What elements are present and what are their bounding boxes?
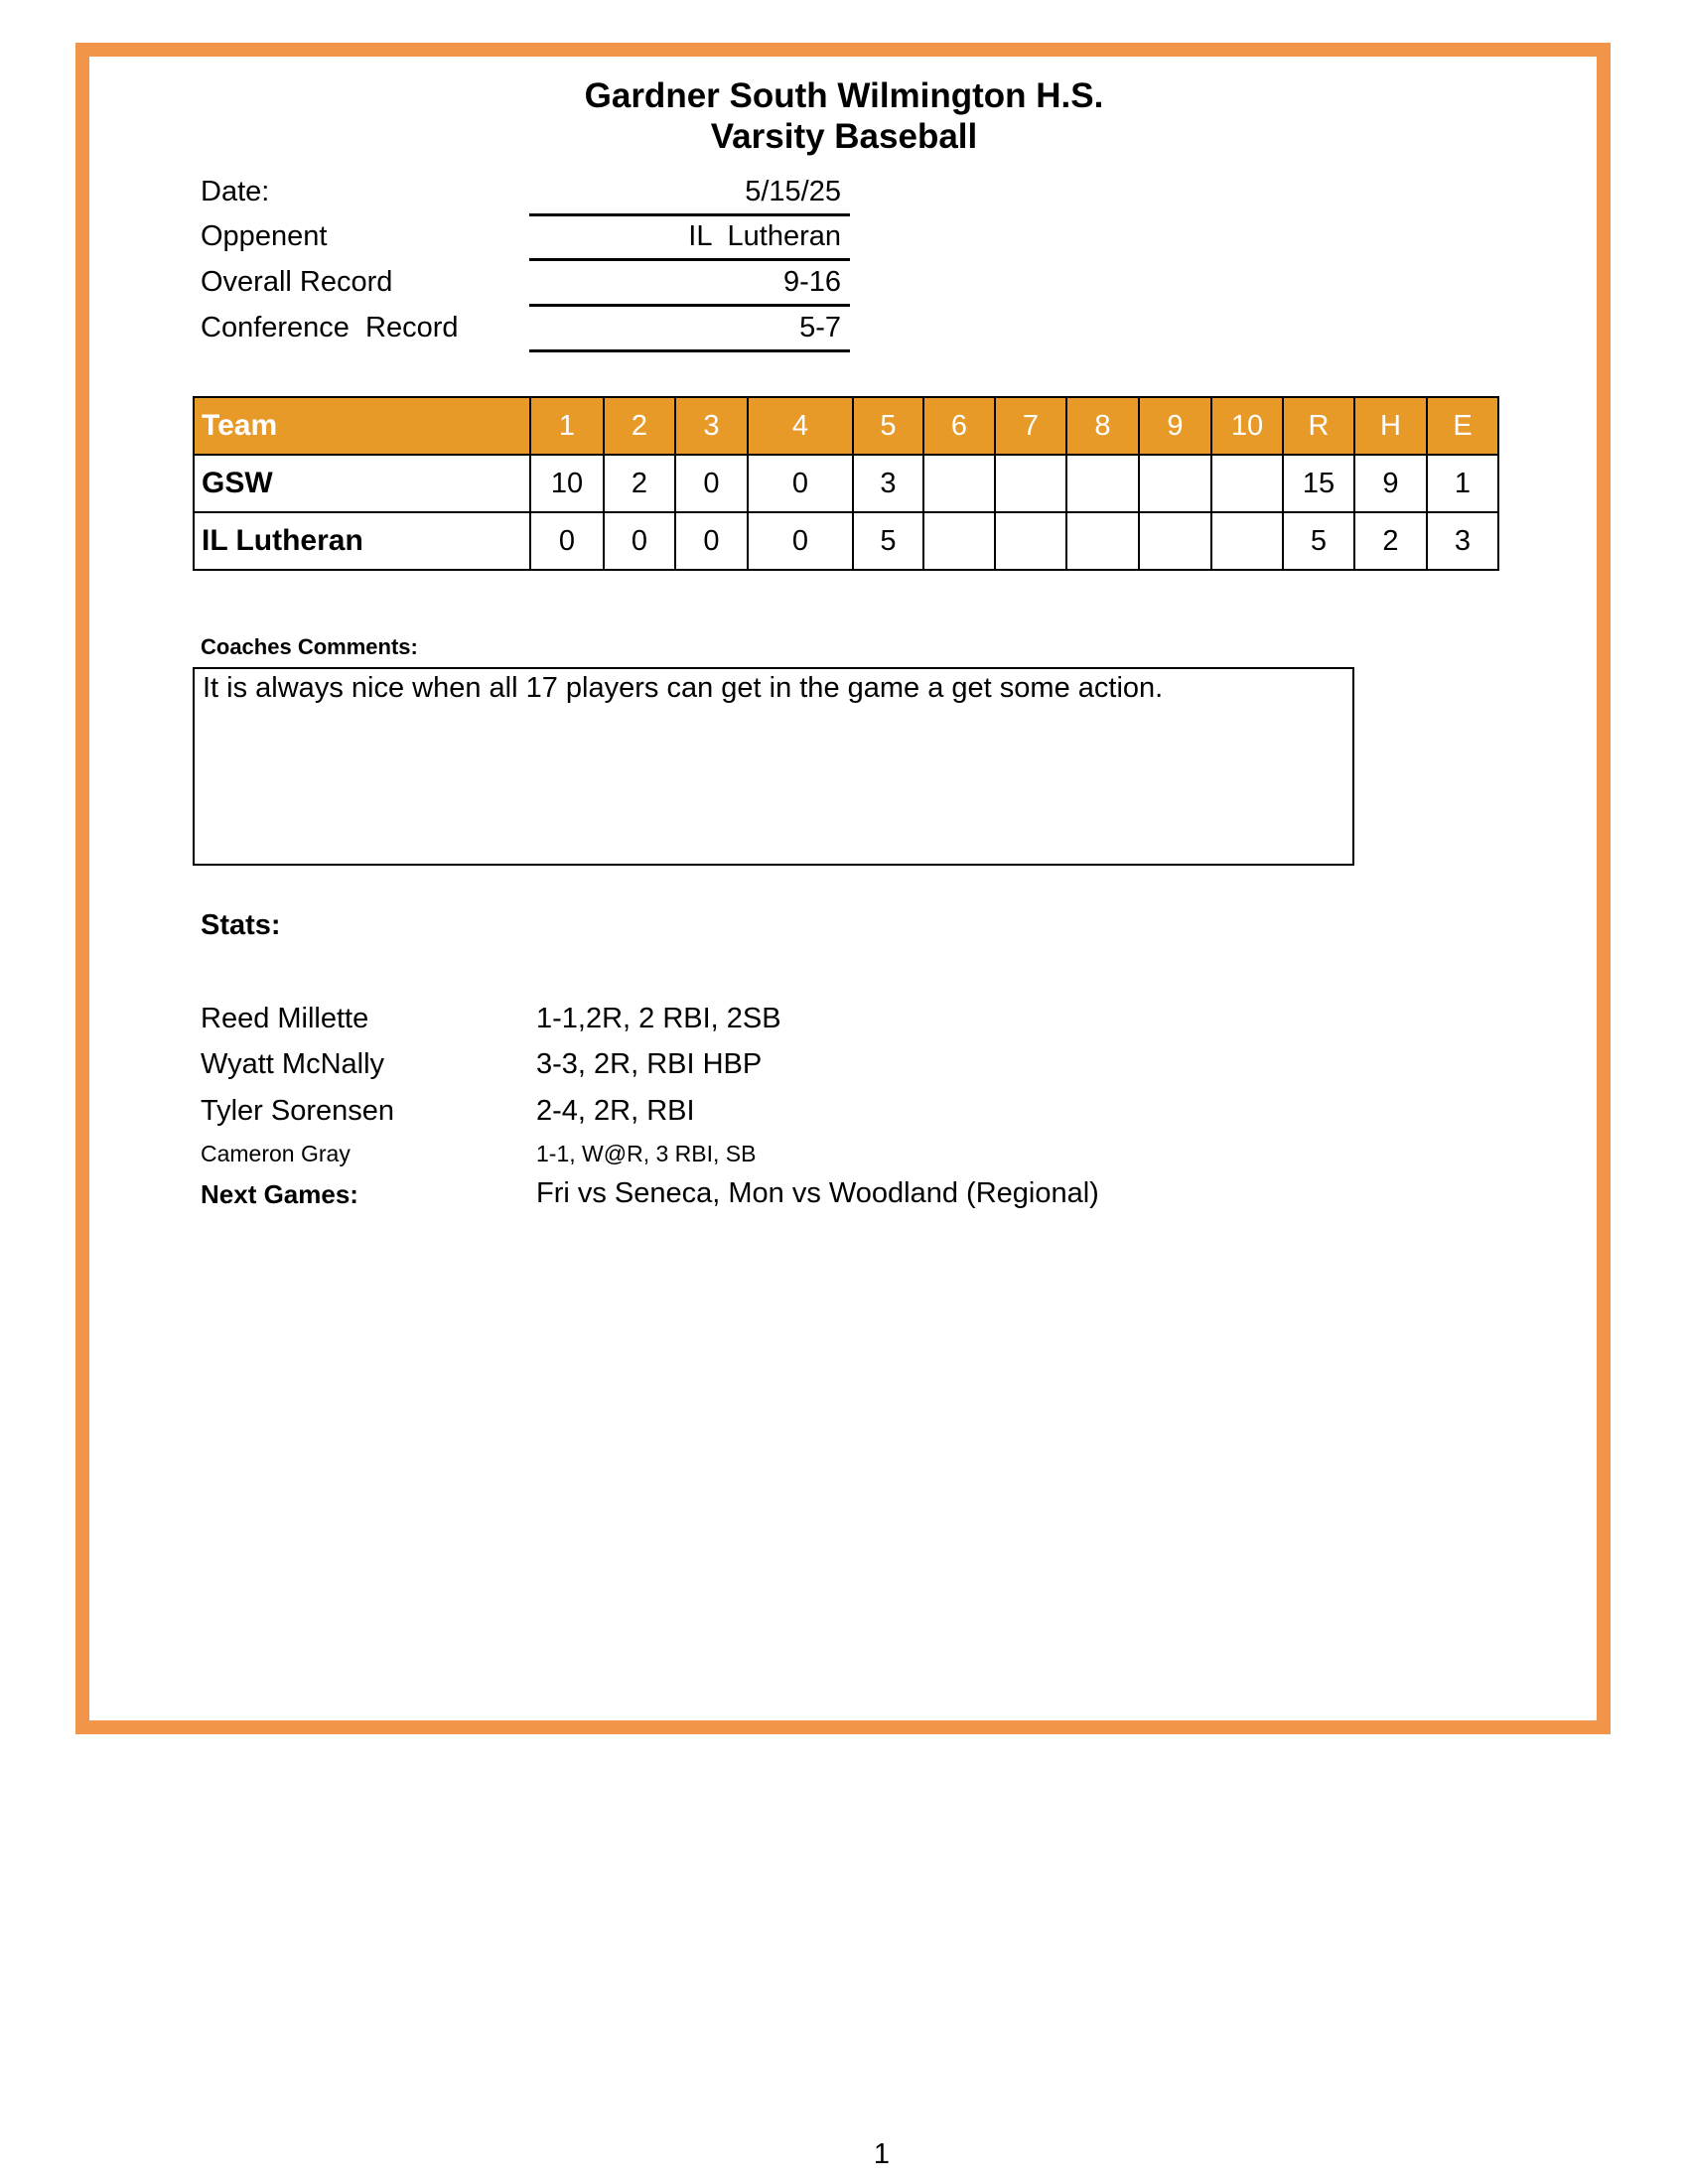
scoreboard-table xyxy=(193,396,1499,571)
inning-score xyxy=(1066,455,1139,512)
header-team: Team xyxy=(194,397,530,455)
inning-score xyxy=(923,512,995,570)
opponent-label: Oppenent xyxy=(201,220,328,252)
inning-score: 2 xyxy=(604,455,675,512)
runs-total: 15 xyxy=(1283,455,1354,512)
inning-score: 0 xyxy=(604,512,675,570)
inning-score: 0 xyxy=(748,512,853,570)
date-underline xyxy=(529,213,850,216)
inning-score: 5 xyxy=(853,512,923,570)
inning-score xyxy=(995,455,1066,512)
overall-record-value: 9-16 xyxy=(782,266,841,298)
inning-score: 0 xyxy=(530,512,604,570)
inning-score xyxy=(1211,455,1283,512)
inning-score: 0 xyxy=(748,455,853,512)
school-title: Gardner South Wilmington H.S. xyxy=(584,76,1104,115)
team-name: GSW xyxy=(194,455,530,512)
hits-total: 2 xyxy=(1354,512,1427,570)
opponent-underline xyxy=(529,258,850,261)
hits-total: 9 xyxy=(1354,455,1427,512)
header-inning-7: 7 xyxy=(995,397,1066,455)
header-inning-9: 9 xyxy=(1139,397,1211,455)
coaches-comments-box xyxy=(193,667,1354,866)
header-inning-8: 8 xyxy=(1066,397,1139,455)
header-hits: H xyxy=(1354,397,1427,455)
date-value: 5/15/25 xyxy=(745,176,841,207)
stats-label: Stats: xyxy=(201,909,281,941)
coaches-comments-label: Coaches Comments: xyxy=(201,634,418,659)
player-name: Wyatt McNally xyxy=(201,1048,385,1080)
inning-score xyxy=(1139,512,1211,570)
inning-score: 0 xyxy=(675,455,748,512)
inning-score xyxy=(995,512,1066,570)
player-name: Reed Millette xyxy=(201,1003,369,1034)
header-errors: E xyxy=(1427,397,1498,455)
inning-score xyxy=(1139,455,1211,512)
header-inning-10: 10 xyxy=(1211,397,1283,455)
player-stat-line: 1-1,2R, 2 RBI, 2SB xyxy=(536,1003,781,1034)
player-name: Cameron Gray xyxy=(201,1141,351,1166)
header-inning-3: 3 xyxy=(675,397,748,455)
scoreboard-header-row xyxy=(194,397,1498,455)
player-stat-line: 1-1, W@R, 3 RBI, SB xyxy=(536,1141,757,1166)
scoreboard-row-opponent xyxy=(194,512,1498,570)
program-title: Varsity Baseball xyxy=(710,117,978,156)
inning-score xyxy=(1211,512,1283,570)
inning-score xyxy=(1066,512,1139,570)
next-games-value: Fri vs Seneca, Mon vs Woodland (Regional) xyxy=(536,1177,1099,1209)
header-inning-5: 5 xyxy=(853,397,923,455)
conference-record-label: Conference Record xyxy=(201,312,459,343)
player-name: Tyler Sorensen xyxy=(201,1095,395,1127)
overall-record-label: Overall Record xyxy=(201,266,393,298)
header-inning-4: 4 xyxy=(748,397,853,455)
inning-score xyxy=(923,455,995,512)
team-name: IL Lutheran xyxy=(194,512,530,570)
conference-record-underline xyxy=(529,349,850,352)
overall-record-underline xyxy=(529,304,850,307)
header-inning-6: 6 xyxy=(923,397,995,455)
conference-record-value: 5-7 xyxy=(799,312,841,343)
inning-score: 3 xyxy=(853,455,923,512)
coaches-comments-text: It is always nice when all 17 players can get in the game a get some action. xyxy=(203,672,1164,704)
header-runs: R xyxy=(1283,397,1354,455)
inning-score: 0 xyxy=(675,512,748,570)
inning-score: 10 xyxy=(530,455,604,512)
player-stat-line: 2-4, 2R, RBI xyxy=(536,1095,695,1127)
page-number: 1 xyxy=(873,2138,891,2170)
header-inning-1: 1 xyxy=(530,397,604,455)
runs-total: 5 xyxy=(1283,512,1354,570)
date-label: Date: xyxy=(201,176,270,207)
player-stat-line: 3-3, 2R, RBI HBP xyxy=(536,1048,763,1080)
errors-total: 1 xyxy=(1427,455,1498,512)
errors-total: 3 xyxy=(1427,512,1498,570)
next-games-label: Next Games: xyxy=(201,1179,358,1209)
scoreboard-row-home xyxy=(194,455,1498,512)
header-inning-2: 2 xyxy=(604,397,675,455)
opponent-value: IL Lutheran xyxy=(688,220,841,252)
